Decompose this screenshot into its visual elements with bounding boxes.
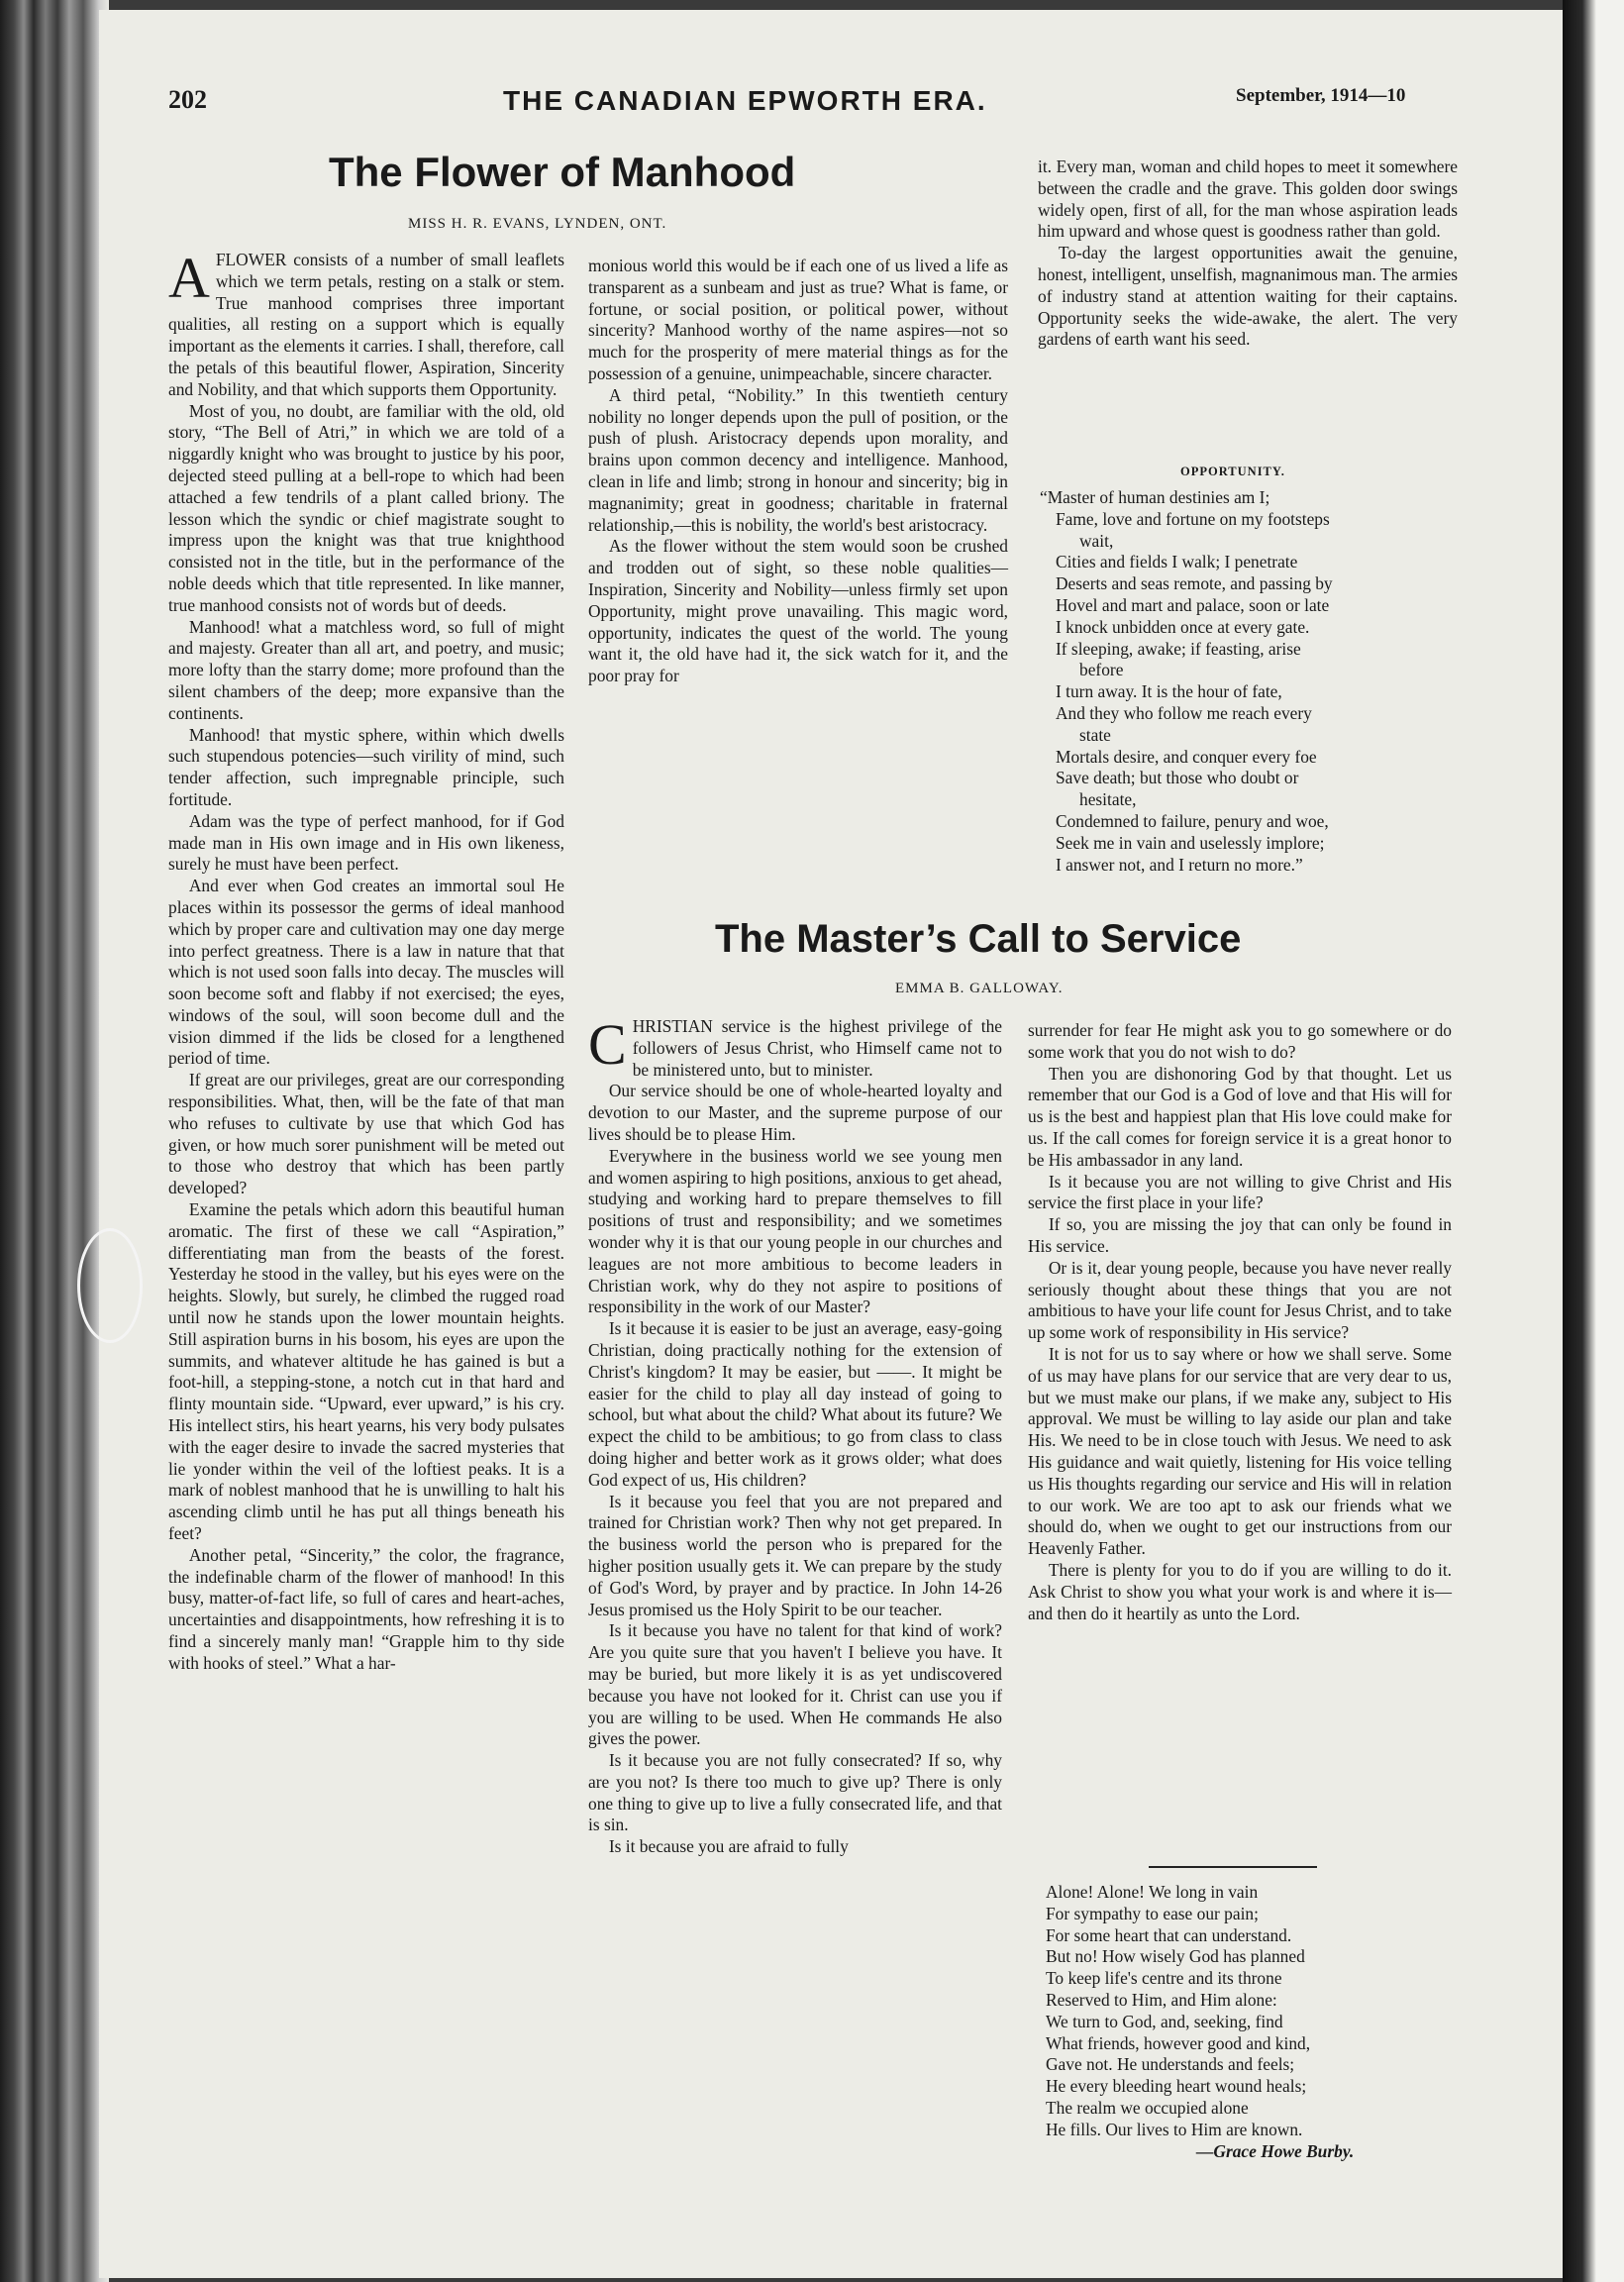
poem-line: I turn away. It is the hour of fate, [1056,681,1282,702]
poem-line: To keep life's centre and its throne [1046,1968,1282,1989]
poem-line: Reserved to Him, and Him alone: [1046,1989,1277,2010]
poem-line: Condemned to failure, penury and woe, [1056,810,1329,831]
paragraph: Everywhere in the business world we see young men and women aspiring to high positions, anxious to get ahead, studying and working hard to prepare themselves to fill positions of trust and responsibility; and we sometimes wonder why it is that our young people in our churches and leagues are not more ambitious to become leaders in Christian work, why do they not aspire to positions of responsibility in the work of our Master? [588,1145,1002,1317]
article-column-2 [588,256,1008,687]
poem-line: But no! How wisely God has planned [1046,1946,1305,1967]
article-title: The Master’s Call to Service [715,917,1242,961]
paragraph: Examine the petals which adorn this beautiful human aromatic. The first of these we call “Aspiration,” differentiating man from the beasts of the forest. Yesterday he stood in the valley, but his eyes were on the heights. Slowly, but surely, he climbed the rugged road until now he stands upon the lower mountain heights. Still aspiration burns in his bosom, his eyes are upon the summits, and whatever altitude he has gained is but a foot-hill, a stepping-stone, a notch cut in that hard and flinty mountain side. “Upward, ever upward,” is his cry. His intellect stirs, his heart yearns, his very body pulsates with the eager desire to invade the sacred mysteries that lie yonder within the veil of the loftiest peaks. It is a mark of noblest manhood that he is unwilling to halt his ascending climb until he has put all things beneath his feet? [168,1199,564,1544]
paragraph: Is it because you have no talent for that kind of work? Are you quite sure that you haven't I believe you have. It may be buried, but more likely it is as yet undiscovered because you have not looked for it. Christ can use you if you are willing to be used. When He commands He also gives the power. [588,1620,1002,1749]
paragraph: It is not for us to say where or how we shall serve. Some of us may have plans for our service that are very dear to us, but we must make our plans, if we make any, subject to His approval. We must be willing to lay aside our plan and take His. We need to be in close touch with Jesus. We need to ask His guidance and wait quietly, listening for His voice telling us His thoughts regarding our service and His will in relation to our work. We are too apt to ask our friends what we should do, when we ought to get our instructions from our Heavenly Father. [1028,1343,1452,1559]
poem-line: Alone! Alone! We long in vain [1046,1882,1259,1902]
poem-title: OPPORTUNITY. [1180,465,1285,478]
poem-opportunity [1040,487,1466,876]
paragraph: If so, you are missing the joy that can only be found in His service. [1028,1214,1452,1256]
poem-line: “Master of human destinies am I; [1040,487,1270,507]
poem-line: I knock unbidden once at every gate. [1056,616,1310,637]
poem-line: We turn to God, and, seeking, find [1046,2011,1283,2031]
article-title: The Flower of Manhood [329,149,796,195]
paragraph: To-day the largest opportunities await the genuine, honest, intelligent, unselfish, magnanimous man. The armies of industry stand at attention waiting for their captains. Opportunity seeks the wide-awake, the alert. The very gardens of earth want his seed. [1038,243,1458,350]
poem-line: If sleeping, awake; if feasting, arise [1056,638,1301,659]
poem-line: Deserts and seas remote, and passing by [1056,573,1333,594]
poem-line: He fills. Our lives to Him are known. [1046,2119,1303,2139]
paragraph: Most of you, no doubt, are familiar with the old, old story, “The Bell of Atri,” in which we are told of a niggardly knight who was brought to justice by his poor, dejected steed pulling at a bell-rope to which had been attached a few tendrils of a plant called briony. The lesson which the syndic or chief magistrate sought to impress upon the knight was that true knighthood consisted not in the title, but in the performance of the noble deeds which that title represented. In like manner, true manhood consists not of words but of deeds. [168,400,564,615]
paragraph: HRISTIAN service is the highest privilege of the followers of Jesus Christ, who Himself came not to be ministered unto, but to minister. [632,1016,1002,1080]
paragraph: Is it because you are afraid to fully [608,1836,849,1857]
paragraph: Is it because you are not fully consecrated? If so, why are you not? Is there too much to give up? There is only one thing to give up to live a fully consecrated life, and that is sin. [588,1750,1002,1835]
poem-line: Fame, love and fortune on my footsteps [1056,508,1330,529]
article-byline: MISS H. R. EVANS, LYNDEN, ONT. [408,216,667,232]
paragraph: A third petal, “Nobility.” In this twentieth century nobility no longer depends upon the pull of position, or the push of plush. Aristocracy depends upon morality, and brains upon common decency and intelligence. Manhood, clean in life and limb; strong in honour and sincerity; big in magnanimity; great in goodness; charitable in fraternal relationship,—this is nobility, the world's best aristocracy. [588,384,1008,535]
paragraph: Is it because it is easier to be just an average, easy-going Christian, doing practically nothing for the extension of Christ's kingdom? It may be easier, but ——. It might be easier for the child to play all day instead of going to school, but what about the child? What about its future? We expect the child to be ambitious; to go from class to class doing higher and better work as it grows older; what does God expect of us, His children? [588,1318,1002,1490]
paragraph: Manhood! that mystic sphere, within which dwells such stupendous potencies—such virility of mind, such tender affection, such impregnable principle, such fortitude. [168,724,564,809]
paragraph: monious world this would be if each one of us lived a life as transparent as a sunbeam and just as true? What is fame, or fortune, or social position, or political power, without sincerity? Manhood worthy of the name aspires—not so much for the prosperity of mere material things as for the possession of a genuine, unimpeachable, sincere character. [588,256,1008,383]
poem-signature: —Grace Howe Burby. [1196,2140,1355,2161]
article-column-4 [588,1012,1002,1858]
paragraph: There is plenty for you to do if you are willing to do it. Ask Christ to show you what your work is and where it is—and then do it heartily as unto the Lord. [1028,1559,1452,1623]
poem-line: hesitate, [1079,789,1137,810]
paragraph: Is it because you feel that you are not prepared and trained for Christian work? Then why not get prepared. In the business world the person who is prepared for the higher position usually gets it. We can prepare by the study of God's Word, by prayer and by practice. In John 14-26 Jesus promised us the Holy Spirit to be our teacher. [588,1491,1002,1619]
paragraph: Or is it, dear young people, because you have never really seriously thought about these things that you are not ambitious to have your life count for Jesus Christ, and to take up some work of responsibility in His service? [1028,1257,1452,1343]
poem-line: Save death; but those who doubt or [1056,768,1299,788]
poem-line: I answer not, and I return no more.” [1056,854,1303,875]
issue-date: September, 1914—10 [1236,85,1406,106]
next-page-edge [1563,0,1624,2282]
poem-line: Cities and fields I walk; I penetrate [1056,552,1298,572]
poem-line: For sympathy to ease our pain; [1046,1903,1259,1923]
section-divider [1149,1866,1317,1868]
poem-line: The realm we occupied alone [1046,2097,1249,2118]
poem-alone [1046,1882,1462,2162]
binding-ring [77,1228,143,1343]
poem-line: Hovel and mart and palace, soon or late [1056,594,1330,615]
paragraph: Is it because you are not willing to give Christ and His service the first place in your life? [1028,1171,1452,1213]
paragraph: surrender for fear He might ask you to go somewhere or do some work that you do not wish to do? [1028,1020,1452,1062]
masthead: THE CANADIAN EPWORTH ERA. [503,85,987,116]
paragraph: Manhood! what a matchless word, so full of might and majesty. Greater than all art, and poetry, and music; more lofty than the starry dome; more profound than the silent chambers of the deep; more expansive than the continents. [168,616,564,723]
poem-line: before [1079,660,1124,680]
paragraph: FLOWER consists of a number of small leaflets which we term petals, resting on a stalk or stem. True manhood comprises three important qualities, all resting on a support which is equally important as the elements it carries. I shall, therefore, call the petals of this beautiful flower, Aspiration, Sincerity and Nobility, and that which supports them Opportunity. [168,250,564,399]
paragraph: And ever when God creates an immortal soul He places within its possessor the germs of ideal manhood which by proper care and cultivation may one day merge into perfect greatness. There is a law in nature that that which is not used soon falls into decay. The muscles will soon become soft and flabby if not exercised; the eyes, windows of the soul, will soon become dull and the vision dimmed if the lids be closed for a lengthened period of time. [168,876,564,1069]
paragraph: As the flower without the stem would soon be crushed and trodden out of sight, so these noble qualities—Inspiration, Sincerity and Nobility—unless firmly set upon Opportunity, might prove unavailing. This magic word, opportunity, indicates the quest of the world. The young want it, the old have had it, the sick watch for it, and the poor pray for [588,536,1008,686]
article-column-5 [1028,1020,1452,1624]
paragraph: it. Every man, woman and child hopes to meet it somewhere between the cradle and the grave. This golden door swings widely open, first of all, for the man whose aspiration leads him upward and whose quest is goodness rather than gold. [1038,156,1458,242]
paragraph: If great are our privileges, great are our corresponding responsibilities. What, then, will be the fate of that man who refuses to cultivate by use that which God has given, or how much sorer punishment will be meted out to those who destroy that which has been partly developed? [168,1070,564,1198]
poem-line: For some heart that can understand. [1046,1924,1292,1945]
poem-line: He every bleeding heart wound heals; [1046,2076,1307,2097]
drop-cap: A [168,246,210,310]
paragraph: Our service should be one of whole-hearted loyalty and devotion to our Master, and the supreme purpose of our lives should be to please Him. [588,1081,1002,1144]
poem-line: state [1079,724,1111,745]
article-byline: EMMA B. GALLOWAY. [895,981,1064,996]
paragraph: Another petal, “Sincerity,” the color, the fragrance, the indefinable charm of the flower of manhood! In this busy, matter-of-fact life, so full of cares and heart-aches, uncertainties and disappointments, how refreshing it is to find a sincerely manly man! “Grapple him to thy side with hooks of steel.” What a har- [168,1544,564,1673]
paragraph: Adam was the type of perfect manhood, for if God made man in His own image and in His own likeness, surely he must have been perfect. [168,810,564,875]
poem-line: What friends, however good and kind, [1046,2032,1311,2053]
page-number: 202 [168,85,207,114]
article-column-1 [168,246,564,1675]
poem-line: Seek me in vain and uselessly implore; [1056,832,1325,853]
article-column-3 [1038,156,1458,351]
poem-line: Gave not. He understands and feels; [1046,2054,1295,2075]
paragraph: Then you are dishonoring God by that thought. Let us remember that our God is a God of love and that His will for us is the best and happiest plan that His love could make for us. If the call comes for foreign service it is a great honor to be His ambassador in any land. [1028,1063,1452,1170]
poem-line: Mortals desire, and conquer every foe [1056,746,1317,767]
poem-line: wait, [1079,530,1114,551]
book-spine [0,0,109,2282]
poem-line: And they who follow me reach every [1056,702,1312,723]
drop-cap: C [588,1012,627,1077]
